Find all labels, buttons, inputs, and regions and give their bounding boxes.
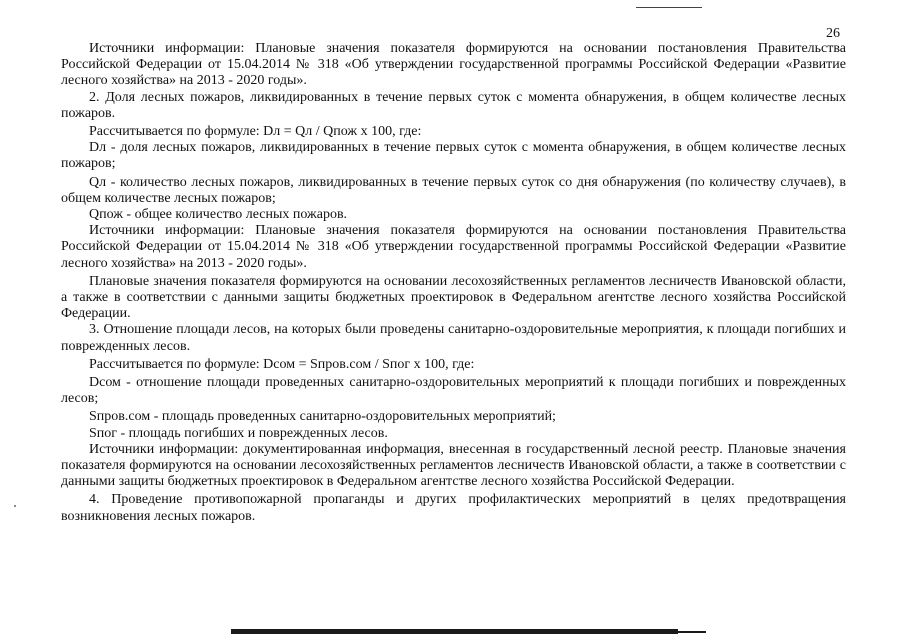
paragraph-sources-3: Источники информации: документированная информация, внесенная в государственный лесной реестр. Плановые значения показателя формируются на основании лесохозяйственных регламентов лесничеств Ивановской области, а также в соответствии с данными защиты бюджетных проектировок в Федеральном агентстве лесного хозяйства Российской Федерации. [61,441,846,490]
paragraph-def-dl: Dл - доля лесных пожаров, ликвидированных в течение первых суток с момента обнаружения, в общем количестве лесных пожаров; [61,140,846,172]
paragraph-formula-2: Рассчитывается по формуле: Dл = Qл / Qпож x 100, где: [89,124,422,140]
paragraph-def-sprov: Sпров.сом - площадь проведенных санитарно-оздоровительных мероприятий; [89,409,556,425]
bottom-scan-bar [231,629,678,634]
paragraph-def-spog: Sпог - площадь погибших и поврежденных лесов. [89,425,388,441]
paragraph-def-dsom: Dсом - отношение площади проведенных санитарно-оздоровительных мероприятий к площади погибших и поврежденных лесов; [61,375,846,407]
document-body [61,41,846,525]
paragraph-indicator-4-title: 4. Проведение противопожарной пропаганды и других профилактических мероприятий в целях предотвращения возникновения лесных пожаров. [61,492,846,524]
scan-speck [14,505,16,507]
page-number: 26 [826,26,840,41]
top-rule [636,7,702,8]
paragraph-formula-3: Рассчитывается по формуле: Dсом = Sпров.сом / Sпог x 100, где: [89,356,475,372]
paragraph-indicator-3-title: 3. Отношение площади лесов, на которых были проведены санитарно-оздоровительные мероприятия, к площади погибших и поврежденных лесов. [61,322,846,354]
paragraph-def-qpozh: Qпож - общее количество лесных пожаров. [89,207,348,223]
paragraph-sources-1: Источники информации: Плановые значения показателя формируются на основании постановления Правительства Российской Федерации от 15.04.2014 № 318 «Об утверждении государственной программы Российской Федерации «Развитие лесного хозяйства» на 2013 - 2020 годы». [61,41,846,89]
paragraph-sources-2: Источники информации: Плановые значения показателя формируются на основании постановления Правительства Российской Федерации от 15.04.2014 № 318 «Об утверждении государственной программы Российской Федерации «Развитие лесного хозяйства» на 2013 - 2020 годы». [61,223,846,271]
paragraph-indicator-2-title: 2. Доля лесных пожаров, ликвидированных в течение первых суток с момента обнаружения, в общем количестве лесных пожаров. [61,89,846,121]
bottom-scan-bar-tail [678,631,706,633]
paragraph-def-ql: Qл - количество лесных пожаров, ликвидированных в течение первых суток со дня обнаружения (по количеству случаев), в общем количестве лесных пожаров; [61,174,846,206]
paragraph-planned-values: Плановые значения показателя формируются на основании лесохозяйственных регламентов лесничеств Ивановской области, а также в соответствии с данными защиты бюджетных проектировок в Федеральном агентстве лесного хозяйства Российской Федерации. [61,273,846,322]
